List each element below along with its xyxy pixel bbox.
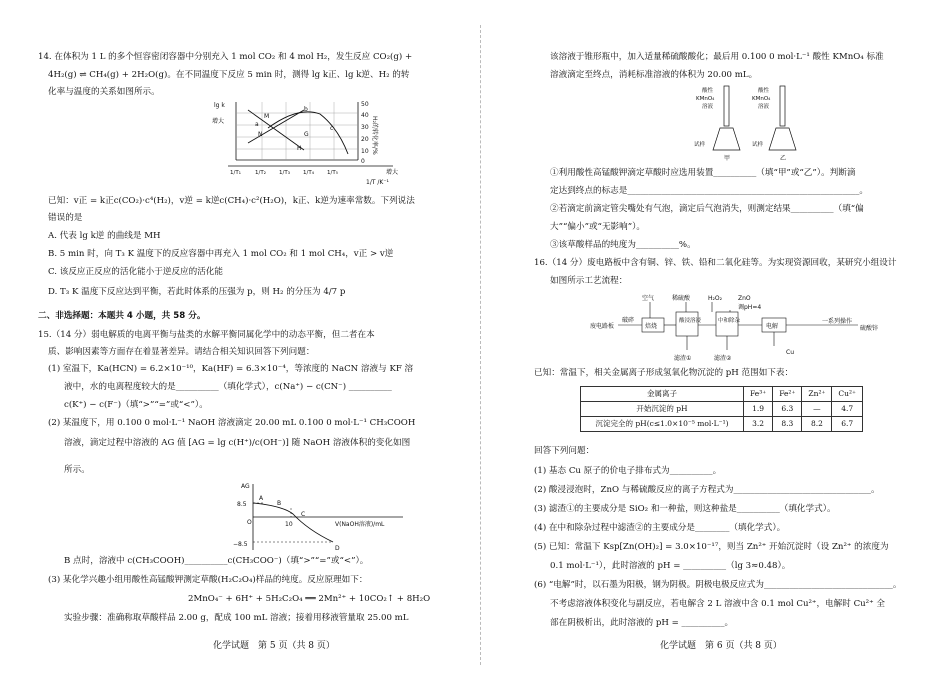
flow-leach: 酸浸溶浸 <box>679 318 702 324</box>
ag-y-high: 8.5 <box>237 501 247 508</box>
rtick-30: 30 <box>361 124 369 131</box>
sample-label-yi: 试样 <box>752 142 764 148</box>
q14-option-d: D. T₃ K 温度下反应达到平衡，若此时体系的压强为 p，则 H₂ 的分压为 4/7 p <box>48 287 346 297</box>
table-cell: 4.7 <box>832 402 863 417</box>
h2-conversion-label: H₂的转化率/% <box>371 116 378 155</box>
point-b: b <box>304 106 308 113</box>
curve-mh <box>248 110 304 150</box>
flow-h2o2: H₂O₂ <box>708 295 723 302</box>
q14-option-c: C. 该反应正反应的活化能小于逆反应的活化能 <box>48 267 224 277</box>
r-line3: ①利用酸性高锰酸钾滴定草酸时应选用装置__________（填“甲”或“乙”）。判断滴 <box>550 168 856 178</box>
flask-jia <box>713 128 740 150</box>
table-row <box>581 402 863 417</box>
yi-label-1: 酸性 <box>758 88 770 94</box>
ag-x-label: V(NaOH溶液)/mL <box>335 521 385 528</box>
q16-line13: 部在阴极析出，此时溶液的 pH = __________。 <box>550 618 734 628</box>
table-cell: 1.9 <box>744 402 773 417</box>
flow-cu: Cu <box>786 349 794 356</box>
table-cell: Fe²⁺ <box>773 387 802 402</box>
titration-apparatus <box>690 84 810 162</box>
rtick-20: 20 <box>361 136 369 143</box>
flow-air: 空气 <box>642 295 655 302</box>
burette-yi <box>780 86 785 126</box>
ag-point-D: D <box>335 545 340 552</box>
flow-ops: 一系列操作 <box>822 318 853 325</box>
flow-acid: 稀硫酸 <box>672 295 691 302</box>
q14-line2: 4H₂(g) ⇌ CH₄(g) + 2H₂O(g)。在不同温度下反应 5 min 时，测得 lg k正、lg k逆、H₂ 的转 <box>48 70 410 80</box>
xtick-T3: 1/T₃ <box>279 170 290 176</box>
q15-line2: 质、影响因素等方面存在着显著差异。请结合相关知识回答下列问题： <box>48 347 315 357</box>
table-cell: 8.3 <box>773 417 802 432</box>
yi-label-2: KMnO₄ <box>752 96 771 102</box>
flow-crush: 破碎 <box>622 317 635 324</box>
ag-point-C: C <box>301 511 306 518</box>
flow-ph: 调pH=4 <box>738 304 762 311</box>
ag-origin: O <box>247 519 252 526</box>
flow-start: 废电路板 <box>590 323 615 330</box>
ag-titration-chart <box>223 480 413 552</box>
point-G: G <box>304 131 309 138</box>
increase-label-y: 增大 <box>212 118 225 125</box>
q16-line10: 0.1 mol·L⁻¹），此时溶液的 pH = __________（lg 3≈0.48）。 <box>550 561 791 571</box>
ag-point-B: B <box>277 500 282 507</box>
ag-x-tick: 10 <box>285 521 293 528</box>
q16-line11: (6) “电解”时，以石墨为阳极，钢为阴极。阴极电极反应式为______________________________。 <box>534 580 902 590</box>
table-cell: Cu²⁺ <box>832 387 863 402</box>
point-a: a <box>255 121 259 128</box>
q15-line1: 15.（14 分）弱电解质的电离平衡与盐类的水解平衡同属化学中的动态平衡，但二者在本 <box>38 330 375 340</box>
q15-line8: 所示。 <box>64 465 90 475</box>
r-line7: ③该草酸样品的纯度为__________%。 <box>550 240 696 250</box>
q16-line1: 16.（14 分）废电路板中含有铜、锌、铁、铅和二氧化硅等。为实现资源回收，某研究小组设计 <box>534 258 897 268</box>
table-cell: 3.2 <box>744 417 773 432</box>
r-line6: 大”“偏小”或“无影响”）。 <box>550 222 646 232</box>
q14-option-a: A. 代表 lg k逆 的曲线是 MH <box>48 231 161 241</box>
rtick-0: 0 <box>361 158 365 165</box>
r-line5: ②若滴定前滴定管尖嘴处有气泡，滴定后气泡消失，则测定结果__________（填“偏 <box>550 204 864 214</box>
table-cell: 金属离子 <box>581 387 744 402</box>
ph-range-table <box>580 386 863 432</box>
table-cell: 6.7 <box>832 417 863 432</box>
ag-axis-label: AG <box>241 483 250 490</box>
q15-line4: 液中，水的电离程度较大的是__________（填化学式），c(Na⁺) − c(CN⁻) __________ <box>64 382 392 392</box>
q16-line12: 不考虑溶液体积变化与副反应，若电解含 2 L 溶液中含 0.1 mol Cu²⁺，电解时 Cu²⁺ 全 <box>550 599 885 609</box>
q14-line5: 错误的是 <box>48 213 83 223</box>
label-jia: 甲 <box>724 155 731 162</box>
flask-yi <box>769 128 796 150</box>
q15-line9: B 点时，溶液中 c(CH₃COOH)__________c(CH₃COO⁻)（填“>”“=”或“<”）。 <box>64 556 369 566</box>
burette-jia <box>724 86 729 126</box>
r-line1: 该溶液于锥形瓶中，加入适量稀硫酸酸化；最后用 0.100 0 mol·L⁻¹ 酸性 KMnO₄ 标准 <box>550 52 884 62</box>
section-2-heading: 二、非选择题：本题共 4 小题，共 58 分。 <box>38 311 206 321</box>
sample-label-jia: 试样 <box>694 142 706 148</box>
q16-line4: 回答下列问题： <box>534 446 595 456</box>
q16-line8: (4) 在中和除杂过程中滤渣②的主要成分是________（填化学式）。 <box>534 523 786 533</box>
flow-zno: ZnO <box>738 295 751 302</box>
increase-label-x: 增大 <box>386 169 399 176</box>
q15-line5: c(K⁺) − c(F⁻)（填“>”“=”或“<”）。 <box>64 400 208 410</box>
rtick-10: 10 <box>361 148 369 155</box>
yi-label-3: 溶液 <box>758 104 770 110</box>
page-footer-left: 化学试题 第 5 页（共 8 页） <box>213 641 335 651</box>
xtick-T4: 1/T₄ <box>303 170 314 176</box>
point-N: N <box>258 131 263 138</box>
point-c: c <box>330 125 334 132</box>
xtick-T5: 1/T₅ <box>327 170 338 176</box>
column-divider <box>480 25 482 665</box>
label-yi: 乙 <box>780 155 787 162</box>
flow-calcine: 焙烧 <box>645 323 658 330</box>
q14-line4: 已知：v正 = k正c(CO₂)·c⁴(H₂)，v逆 = k逆c(CH₄)·c²(H₂O)，k正、k逆为速率常数。下列说法 <box>48 196 415 206</box>
flow-residue-2: 滤渣② <box>714 355 732 362</box>
table-cell: Fe³⁺ <box>744 387 773 402</box>
table-cell: Zn²⁺ <box>802 387 832 402</box>
table-row <box>581 417 863 432</box>
q15-equation: 2MnO₄⁻ + 6H⁺ + 5H₂C₂O₄ ══ 2Mn²⁺ + 10CO₂↑ + 8H₂O <box>188 594 431 604</box>
q16-line9: (5) 已知：常温下 Ksp[Zn(OH)₂] = 3.0×10⁻¹⁷，则当 Zn²⁺ 开始沉淀时（设 Zn²⁺ 的浓度为 <box>534 542 889 552</box>
page-footer-right: 化学试题 第 6 页（共 8 页） <box>660 641 782 651</box>
q14-option-b: B. 5 min 时，向 T₃ K 温度下的反应容器中再充入 1 mol CO₂ 和 1 mol CH₄，v正 > v逆 <box>48 249 394 259</box>
q15-line7: 溶液，滴定过程中溶液的 AG 值 [AG = lg c(H⁺)/c(OH⁻)] 随 NaOH 溶液体积的变化如图 <box>64 438 411 448</box>
q16-line5: (1) 基态 Cu 原子的价电子排布式为__________。 <box>534 466 722 476</box>
q16-line6: (2) 酸浸浸泡时，ZnO 与稀硫酸反应的离子方程式为________________________________。 <box>534 485 880 495</box>
ag-point-A: A <box>259 495 264 502</box>
q14-line3: 化率与温度的关系如图所示。 <box>48 87 160 97</box>
table-cell: 6.3 <box>773 402 802 417</box>
x-axis-label: 1/T /K⁻¹ <box>366 179 389 186</box>
q14-line1: 14. 在体积为 1 L 的多个恒容密闭容器中分别充入 1 mol CO₂ 和 4 mol H₂，发生反应 CO₂(g) + <box>38 52 413 62</box>
q15-line10: (3) 某化学兴趣小组用酸性高锰酸钾测定草酸(H₂C₂O₄)样品的纯度。反应原理如下： <box>48 575 368 585</box>
ag-y-low: −8.5 <box>233 541 248 548</box>
r-line2: 溶液滴定至终点，消耗标准溶液的体积为 20.00 mL。 <box>550 70 758 80</box>
q16-line2: 如图所示工艺流程： <box>550 276 628 286</box>
table-cell: 8.2 <box>802 417 832 432</box>
ag-curve <box>253 503 333 542</box>
flow-product: 硫酸锌 <box>860 325 879 332</box>
point-H: H <box>297 145 302 152</box>
lgk-label: lg k <box>214 102 225 109</box>
jia-label-3: 溶液 <box>702 104 714 110</box>
q15-line12: 实验步骤：准确称取草酸样品 2.00 g，配成 100 mL 溶液；接着用移液管量取 25.00 mL <box>64 613 409 623</box>
table-cell: 开始沉淀的 pH <box>581 402 744 417</box>
flow-electrolysis: 电解 <box>766 323 779 330</box>
table-cell: — <box>802 402 832 417</box>
table-header-row <box>581 387 863 402</box>
process-flowchart <box>590 290 890 362</box>
jia-label-1: 酸性 <box>702 88 714 94</box>
q15-line3: (1) 室温下，Ka(HCN) = 6.2×10⁻¹⁰，Ka(HF) = 6.3×10⁻⁴，等浓度的 NaCN 溶液与 KF 溶 <box>48 364 414 374</box>
point-M: M <box>264 113 270 120</box>
table-cell: 沉淀完全的 pH(c≤1.0×10⁻⁵ mol·L⁻¹) <box>581 417 744 432</box>
flow-residue-1: 滤渣① <box>674 355 692 362</box>
jia-label-2: KMnO₄ <box>696 96 715 102</box>
q16-line7: (3) 滤渣①的主要成分是 SiO₂ 和一种盐，则这种盐是__________（填化学式）。 <box>534 504 836 514</box>
xtick-T2: 1/T₂ <box>255 170 266 176</box>
q15-line6: (2) 某温度下，用 0.100 0 mol·L⁻¹ NaOH 溶液滴定 20.00 mL 0.100 0 mol·L⁻¹ CH₃COOH <box>48 418 416 428</box>
rtick-50: 50 <box>361 101 369 108</box>
xtick-T1: 1/T₁ <box>230 170 241 176</box>
flow-neutral: 中和除杂 <box>718 318 741 324</box>
rtick-40: 40 <box>361 112 369 119</box>
q14-k-chart <box>208 98 408 190</box>
r-line4: 定达到终点的标志是______________________________________________________。 <box>550 186 868 196</box>
q16-line3: 已知：常温下，相关金属离子形成氢氧化物沉淀的 pH 范围如下表： <box>534 368 794 378</box>
